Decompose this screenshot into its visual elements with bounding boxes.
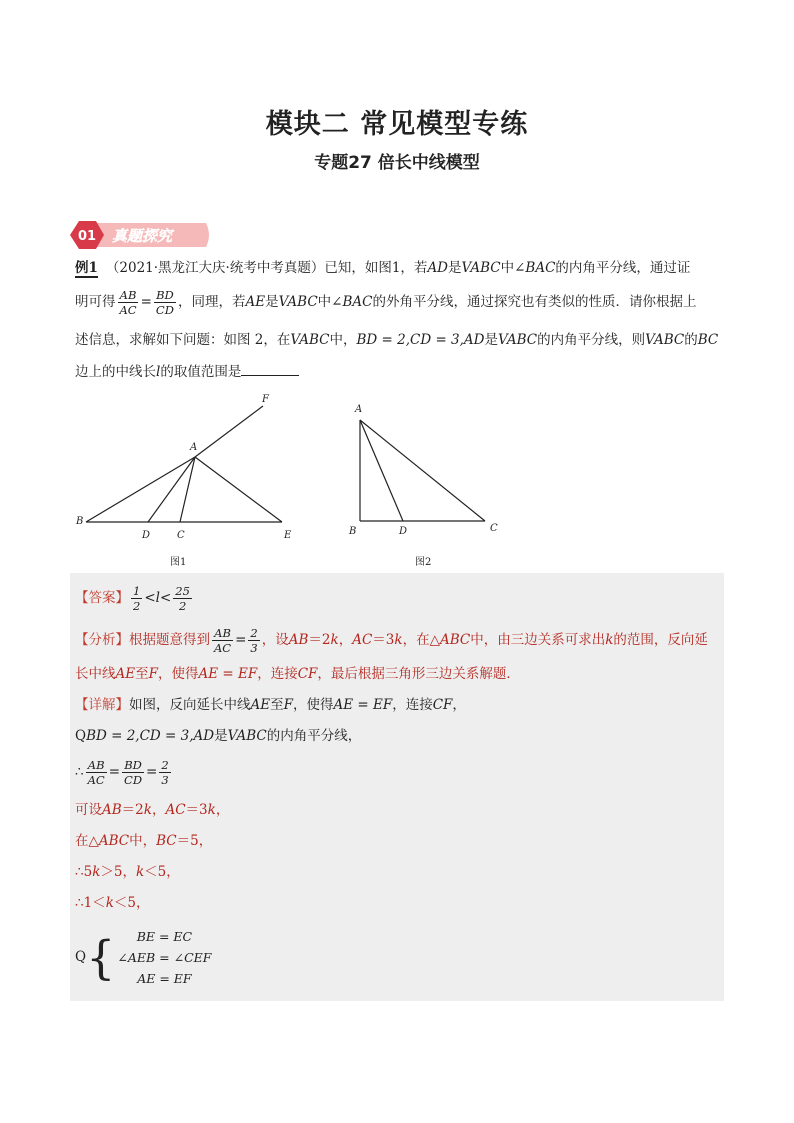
answer-blank (241, 361, 299, 376)
fig2-label-b: B (349, 526, 357, 537)
fig1-line-ba (86, 457, 195, 522)
analysis-line-1: 【分析】根据题意得到 $\frac{AB}{AC}$ = $\frac{2}{3}$ ，设AB＝2k，AC＝3k，在△ABC中，由三边关系可求出k的范围，反向延 (75, 626, 708, 655)
fig2-label-c: C (490, 523, 498, 534)
detail-line-1: 【详解】如图，反向延长中线AE至F，使得AE = EF，连接CF， (75, 697, 466, 713)
fig1-label-a: A (190, 442, 198, 453)
fig1-line-af (195, 406, 263, 457)
figure-1 (70, 390, 310, 550)
fraction-ab-ac: $\frac{AB}{AC}$ (119, 288, 137, 317)
banner-label: 真题探究 (112, 227, 173, 245)
fig1-label-e: E (284, 530, 292, 541)
fig2-label-d: D (399, 526, 408, 537)
fig1-label-c: C (177, 530, 185, 541)
detail-line-ratio: ∴ $\frac{AB}{AC}$ = $\frac{BD}{CD}$ = $\frac{2}{3}$ (75, 758, 169, 787)
fig1-label-b: B (76, 516, 84, 527)
analysis-line-2: 长中线AE至F，使得AE = EF，连接CF，最后根据三角形三边关系解题． (75, 666, 520, 682)
fig2-label-a: A (355, 404, 363, 415)
problem-line-3: 述信息，求解如下问题：如图 2，在VABC中，BD = 2,CD = 3,AD是VABC的内角平分线，则VABC的BC (75, 332, 719, 348)
problem-line-4: 边上的中线长l的取值范围是 (75, 361, 725, 382)
figure-2-caption: 图2 (415, 557, 432, 568)
detail-line-2: QBD = 2,CD = 3,AD是VABC的内角平分线， (75, 728, 362, 744)
detail-line-step2: 在△ABC中，BC＝5， (75, 833, 213, 849)
detail-line-step3: ∴5k＞5，k＜5， (75, 864, 180, 880)
detail-line-step1: 可设AB＝2k，AC＝3k， (75, 802, 230, 818)
fraction-bd-cd: $\frac{BD}{CD}$ (155, 288, 174, 317)
page-title: 模块二 常见模型专练 (265, 109, 529, 140)
page-subtitle: 专题27 倍长中线模型 (314, 153, 480, 173)
fig1-line-ae (195, 457, 282, 522)
example-tag: 例1 (75, 260, 98, 276)
problem-line-1: 例1 （2021·黑龙江大庆·统考中考真题）已知，如图1，若AD是VABC中∠BAC的内角平分线，通过证 (75, 260, 691, 276)
figure-2 (345, 400, 505, 540)
section-banner (70, 220, 212, 250)
fig2-line-ac (360, 420, 485, 521)
answer-line: 【答案】 $\frac{1}{2}$ <l< $\frac{25}{2}$ (75, 584, 190, 613)
fig1-label-f: F (262, 394, 269, 405)
problem-line-2: 明可得 $\frac{AB}{AC}$ = $\frac{BD}{CD}$ ，同理，若AE是VABC中∠BAC的外角平分线，通过探究也有类似的性质．请你根据上 (75, 288, 697, 317)
banner-badge-text: 01 (77, 229, 97, 244)
figure-1-caption: 图1 (170, 557, 187, 568)
fig2-line-ad (360, 420, 403, 521)
fig1-label-d: D (142, 530, 151, 541)
detail-line-system: Q{ BE = EC ∠AEB = ∠CEF AE = EF (75, 929, 212, 986)
detail-line-step4: ∴1＜k＜5， (75, 895, 150, 911)
